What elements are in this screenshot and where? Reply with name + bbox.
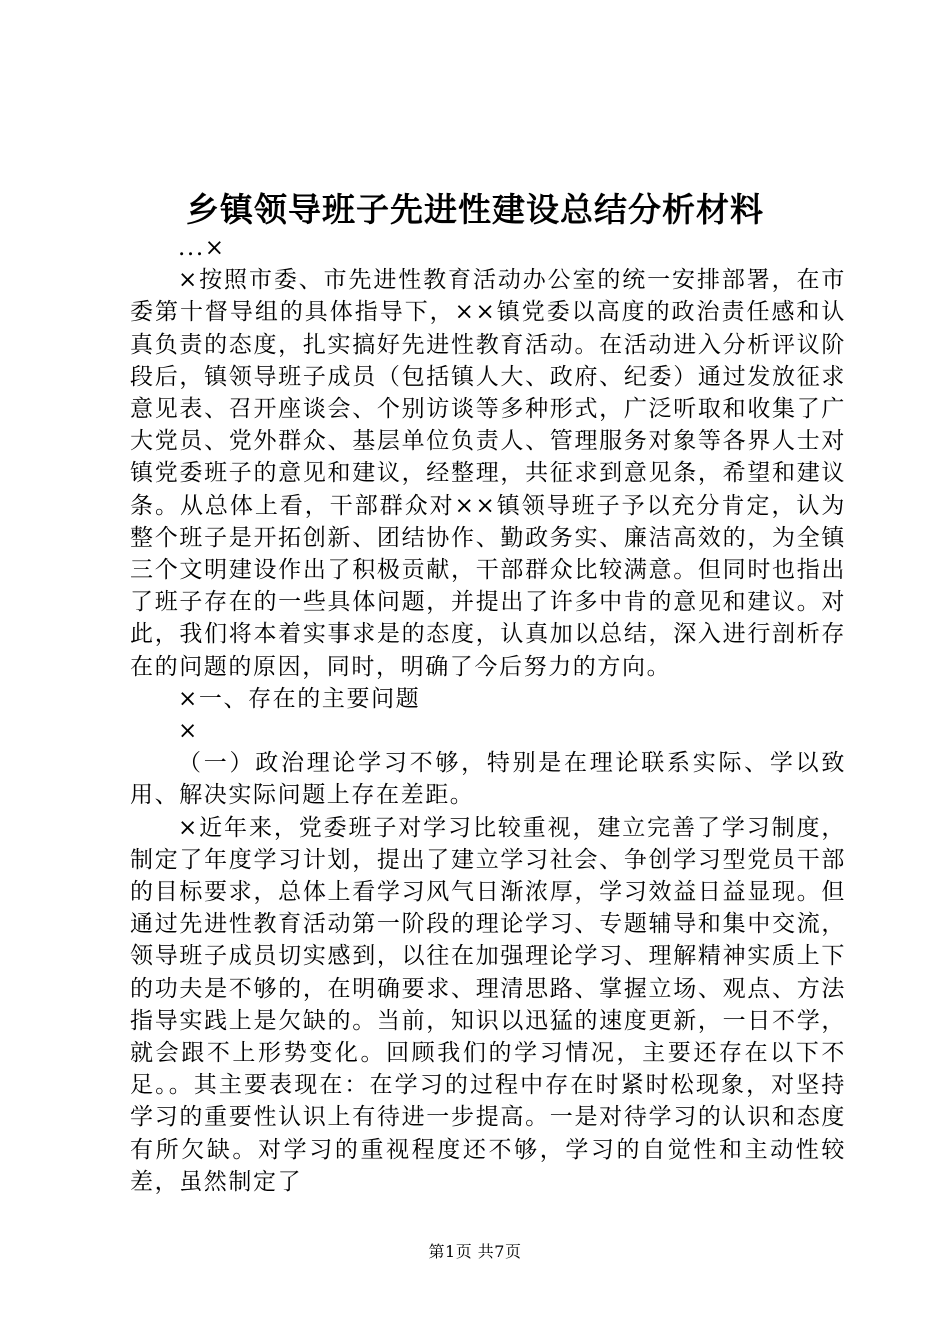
paragraph-marker: × (178, 718, 199, 745)
paragraph-opening-marker: ...× (178, 235, 226, 261)
paragraph-introduction: ×按照市委、市先进性教育活动办公室的统一安排部署，在市委第十督导组的具体指导下，××镇党委以高度的政治责任感和认真负责的态度，扎实搞好先进性教育活动。在活动进入分析评议阶段后，镇领导班子成员（包括镇人大、政府、纪委）通过发放征求意见表、召开座谈会、个别访谈等多种形式，广泛听取和收集了广大党员、党外群众、基层单位负责人、管理服务对象等各界人士对镇党委班子的意见和建议，经整理，共征求到意见条，希望和建议条。从总体上看，干部群众对××镇领导班子予以充分肯定，认为整个班子是开拓创新、团结协作、勤政务实、廉洁高效的，为全镇三个文明建设作出了积极贡献，干部群众比较满意。但同时也指出了班子存在的一些具体问题，并提出了许多中肯的意见和建议。对此，我们将本着实事求是的态度，认真加以总结，深入进行剖析存在的问题的原因，同时，明确了今后努力的方向。 (130, 267, 846, 680)
document-body (130, 232, 846, 1198)
paragraph-study-details: ×近年来，党委班子对学习比较重视，建立完善了学习制度，制定了年度学习计划，提出了建立学习社会、争创学习型党员干部的目标要求，总体上看学习风气日渐浓厚，学习效益日益显现。但通过先进性教育活动第一阶段的理论学习、专题辅导和集中交流，领导班子成员切实感到，以往在加强理论学习、理解精神实质上下的功夫是不够的，在明确要求、理清思路、掌握立场、观点、方法指导实践上是欠缺的。当前，知识以迅猛的速度更新，一日不学，就会跟不上形势变化。回顾我们的学习情况，主要还存在以下不足。。其主要表现在：在学习的过程中存在时紧时松现象，对坚持学习的重要性认识上有待进一步提高。一是对待学习的认识和态度有所欠缺。对学习的重视程度还不够，学习的自觉性和主动性较差，虽然制定了 (130, 814, 846, 1195)
document-title: 乡镇领导班子先进性建设总结分析材料 (186, 190, 764, 229)
section-heading-main-problems: ×一、存在的主要问题 (178, 685, 421, 712)
subsection-heading-theory-study: （一）政治理论学习不够，特别是在理论联系实际、学以致用、解决实际问题上存在差距。 (130, 750, 846, 809)
page-number-footer: 第1页 共7页 (428, 1242, 522, 1261)
